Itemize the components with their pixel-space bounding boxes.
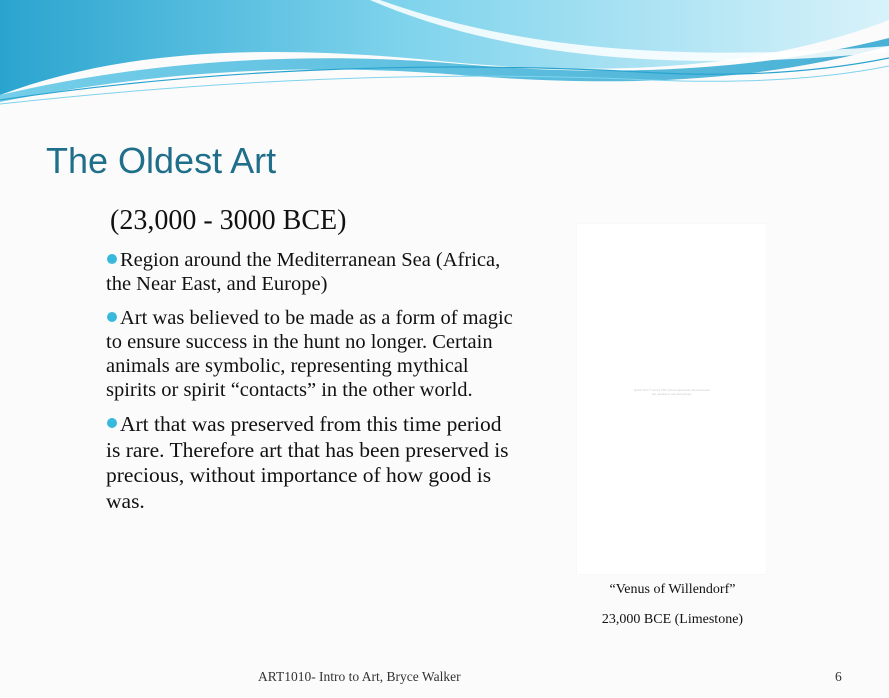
footer-text: ART1010- Intro to Art, Bryce Walker <box>258 669 461 684</box>
bullet-icon <box>107 312 117 322</box>
image-placeholder <box>577 224 766 574</box>
image-caption-date: 23,000 BCE (Limestone) <box>601 612 744 627</box>
header-wave-decoration <box>0 0 889 110</box>
bullet-text: Art that was preserved from this time period is rare. Therefore art that has been preserved is precious, without importance of how good is was. <box>106 412 509 513</box>
bullet-icon <box>107 254 117 264</box>
slide-title: The Oldest Art <box>46 140 277 181</box>
bullet-item <box>106 306 518 402</box>
bullet-text: Region around the Mediterranean Sea (Africa, the Near East, and Europe) <box>106 249 501 295</box>
bullet-list <box>106 248 518 524</box>
image-placeholder-text: Quick Time™ and a TIFF (Uncompressed) decompressor are needed to see this picture. <box>633 388 711 396</box>
image-caption-title: “Venus of Willendorf” <box>609 582 736 597</box>
date-range-subtitle: (23,000 - 3000 BCE) <box>110 205 347 236</box>
bullet-icon <box>107 418 117 428</box>
page-number: 6 <box>835 669 842 684</box>
bullet-item <box>106 412 518 514</box>
bullet-item <box>106 248 518 296</box>
bullet-text: Art was believed to be made as a form of magic to ensure success in the hunt no longer. Certain animals are symbolic, representing mythical spirits or spirit “contacts” in the other world. <box>106 307 513 401</box>
